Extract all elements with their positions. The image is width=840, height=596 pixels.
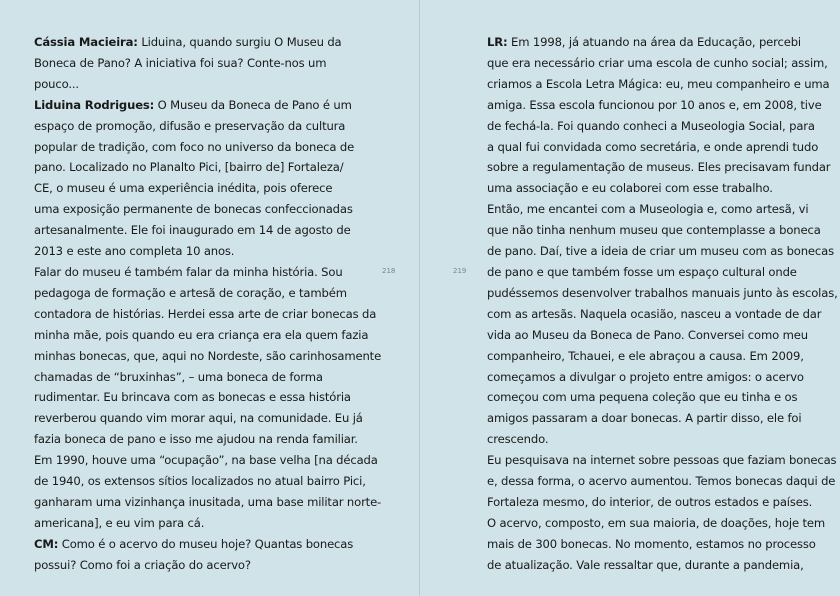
line-text: fazia boneca de pano e isso me ajudou na renda familiar.	[34, 432, 358, 447]
text-line	[34, 262, 364, 283]
text-line	[34, 116, 364, 137]
right-page-number: 219	[453, 267, 467, 275]
text-line	[34, 157, 364, 178]
text-line	[487, 534, 823, 555]
text-line	[487, 116, 823, 137]
line-text: de atualização. Vale ressaltar que, durante a pandemia,	[487, 557, 804, 572]
text-line	[34, 178, 364, 199]
text-line	[487, 304, 823, 325]
text-line	[34, 325, 369, 346]
text-line	[34, 408, 364, 429]
text-line	[487, 157, 831, 178]
text-line	[487, 137, 823, 158]
line-text: reverberou quando vim morar aqui, na comunidade. Eu já	[34, 411, 363, 426]
line-text: de fechá-la. Foi quando conheci a Museologia Social, para	[487, 118, 815, 133]
text-line	[34, 429, 364, 450]
line-text: CE, o museu é uma experiência inédita, pois oferece	[34, 181, 333, 196]
text-line	[34, 199, 364, 220]
line-text: Falar do museu é também falar da minha história. Sou	[34, 264, 343, 279]
line-text: rudimentar. Eu brincava com as bonecas e essa história	[34, 390, 351, 405]
line-text: com as artesãs. Naquela ocasião, nasceu a vontade de dar	[487, 306, 822, 321]
text-line	[487, 53, 828, 74]
line-text: que era necessário criar uma escola de cunho social; assim,	[487, 55, 828, 70]
line-text: Fortaleza mesmo, do interior, de outros estados e países.	[487, 494, 813, 509]
speaker-label: CM:	[34, 536, 59, 551]
text-line	[34, 513, 364, 534]
line-text: e, dessa forma, o acervo aumentou. Temos bonecas daqui de	[487, 474, 836, 489]
line-text: vida ao Museu da Boneca de Pano. Conversei como meu	[487, 327, 808, 342]
text-line	[34, 387, 364, 408]
text-line	[487, 199, 823, 220]
text-line	[487, 262, 823, 283]
right-page-text	[487, 32, 838, 576]
line-text: pedagoga de formação e artesã de coração, e também	[34, 285, 347, 300]
line-text: chamadas de “bruxinhas”, – uma boneca de forma	[34, 369, 323, 384]
text-line	[487, 471, 836, 492]
text-line	[34, 555, 364, 576]
text-line	[487, 220, 823, 241]
line-text: contadora de histórias. Herdei essa arte de criar bonecas da	[34, 306, 377, 321]
line-text: Em 1998, já atuando na área da Educação, percebi	[507, 35, 802, 49]
speaker-label: LR:	[487, 35, 508, 49]
line-text: Eu pesquisava na internet sobre pessoas que faziam bonecas	[487, 453, 837, 468]
text-line	[487, 450, 837, 471]
line-text: crescendo.	[487, 432, 549, 447]
line-text: começou com uma pequena coleção que eu tinha e os	[487, 390, 798, 405]
line-text: americana], e eu vim para cá.	[34, 515, 205, 530]
line-text: começamos a divulgar o projeto entre amigos: o acervo	[487, 369, 804, 384]
line-text: Então, me encantei com a Museologia e, como artesã, vi	[487, 202, 809, 217]
text-line	[487, 74, 830, 95]
line-text: Em 1990, houve uma “ocupação”, na base velha [na década	[34, 453, 378, 468]
line-text: Liduina, quando surgiu O Museu da	[137, 35, 342, 49]
text-line	[34, 367, 364, 388]
line-text: Como é o acervo do museu hoje? Quantas bonecas	[58, 536, 354, 551]
text-line	[34, 346, 382, 367]
speaker-label: Liduina Rodrigues:	[34, 97, 155, 112]
line-text: uma exposição permanente de bonecas confeccionadas	[34, 202, 353, 217]
right-page	[420, 0, 839, 596]
line-text: Boneca de Pano? A iniciativa foi sua? Conte-nos um	[34, 55, 327, 70]
line-text: uma associação e eu colaborei com esse trabalho.	[487, 181, 773, 196]
text-line	[487, 492, 823, 513]
line-text: pouco...	[34, 76, 79, 91]
text-line	[34, 241, 364, 262]
text-line	[487, 241, 834, 262]
text-line	[487, 387, 823, 408]
text-line	[34, 304, 377, 325]
text-line	[487, 555, 823, 576]
text-line	[34, 450, 378, 471]
text-line	[487, 32, 823, 53]
text-line	[34, 53, 364, 74]
text-line	[34, 534, 364, 555]
line-text: minhas bonecas, que, aqui no Nordeste, são carinhosamente	[34, 348, 382, 363]
line-text: amiga. Essa escola funcionou por 10 anos e, em 2008, tive	[487, 97, 822, 112]
line-text: ganharam uma vizinhança inusitada, uma base militar norte-	[34, 494, 382, 509]
text-line	[34, 95, 364, 116]
left-page-number: 218	[382, 267, 396, 275]
text-line	[487, 513, 826, 534]
left-page-text	[34, 32, 382, 576]
line-text: popular de tradição, com foco no universo da boneca de	[34, 139, 355, 154]
line-text: a qual fui convidada como secretária, e onde aprendi tudo	[487, 139, 819, 154]
line-text: 2013 e este ano completa 10 anos.	[34, 244, 235, 259]
text-line	[487, 346, 823, 367]
line-text: possui? Como foi a criação do acervo?	[34, 557, 251, 572]
line-text: amigos passaram a doar bonecas. A partir disso, ele foi	[487, 411, 802, 426]
line-text: que não tinha nenhum museu que contemplasse a boneca	[487, 223, 821, 238]
line-text: companheiro, Tchauei, e ele abraçou a causa. Em 2009,	[487, 348, 804, 363]
line-text: sobre a regulamentação de museus. Eles precisavam fundar	[487, 160, 831, 175]
line-text: de 1940, os extensos sítios localizados no atual bairro Pici,	[34, 474, 366, 489]
line-text: de pano e que também fosse um espaço cultural onde	[487, 264, 797, 279]
text-line	[34, 471, 364, 492]
text-line	[34, 283, 364, 304]
line-text: criamos a Escola Letra Mágica: eu, meu companheiro e uma	[487, 76, 830, 91]
line-text: de pano. Daí, tive a ideia de criar um museu com as bonecas	[487, 244, 834, 259]
line-text: pudéssemos desenvolver trabalhos manuais junto às escolas,	[487, 285, 838, 300]
text-line	[487, 367, 823, 388]
line-text: artesanalmente. Ele foi inaugurado em 14 de agosto de	[34, 223, 351, 238]
line-text: pano. Localizado no Planalto Pici, [bairro de] Fortaleza/	[34, 160, 344, 175]
text-line	[34, 492, 382, 513]
text-line	[34, 74, 364, 95]
text-line	[487, 408, 823, 429]
text-line	[487, 95, 823, 116]
text-line	[487, 429, 823, 450]
text-line	[487, 283, 838, 304]
line-text: minha mãe, pois quando eu era criança era ela quem fazia	[34, 327, 369, 342]
speaker-label: Cássia Macieira:	[34, 35, 138, 49]
left-page	[0, 0, 419, 596]
line-text: O Museu da Boneca de Pano é um	[154, 97, 352, 112]
line-text: O acervo, composto, em sua maioria, de doações, hoje tem	[487, 515, 826, 530]
text-line	[34, 32, 364, 53]
text-line	[34, 220, 364, 241]
line-text: mais de 300 bonecas. No momento, estamos no processo	[487, 536, 816, 551]
text-line	[34, 137, 364, 158]
text-line	[487, 325, 823, 346]
text-line	[487, 178, 823, 199]
line-text: espaço de promoção, difusão e preservação da cultura	[34, 118, 346, 133]
